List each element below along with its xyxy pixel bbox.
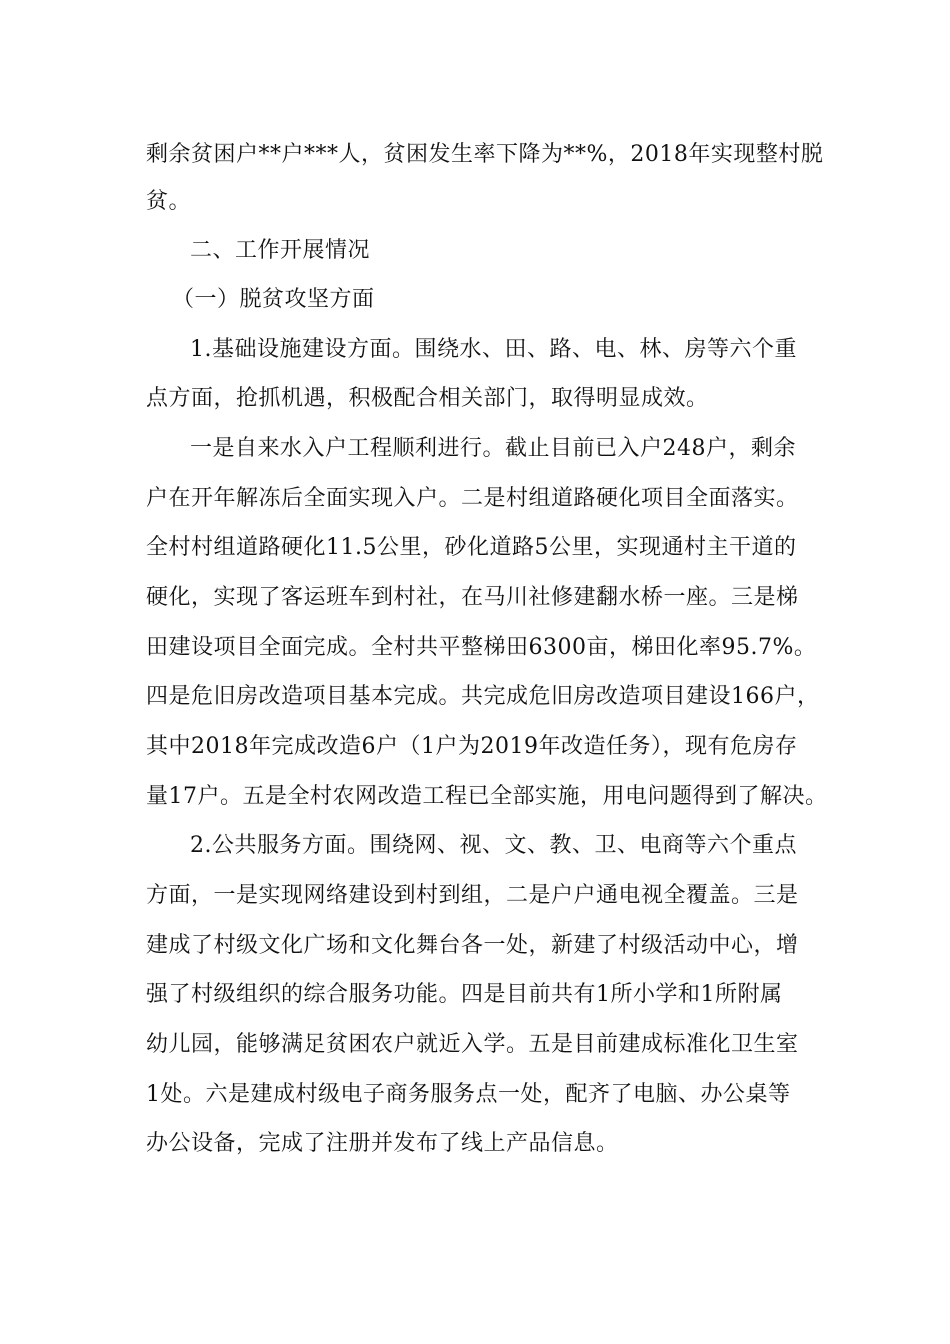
paragraph-line: 幼儿园，能够满足贫困农户就近入学。五是目前建成标准化卫生室 xyxy=(146,1032,799,1057)
paragraph-line: 户在开年解冻后全面实现入户。二是村组道路硬化项目全面落实。 xyxy=(146,486,799,511)
paragraph-line: 全村村组道路硬化11.5公里，砂化道路5公里，实现通村主干道的 xyxy=(146,535,797,560)
paragraph-line: 剩余贫困户**户***人，贫困发生率下降为**%，2018年实现整村脱 xyxy=(146,142,824,167)
paragraph-line: 办公设备，完成了注册并发布了线上产品信息。 xyxy=(146,1131,619,1156)
paragraph-line: 强了村级组织的综合服务功能。四是目前共有1所小学和1所附属 xyxy=(146,982,783,1007)
paragraph-line: 建成了村级文化广场和文化舞台各一处，新建了村级活动中心，增 xyxy=(146,933,799,958)
paragraph-line: 1.基础设施建设方面。围绕水、田、路、电、林、房等六个重 xyxy=(190,337,797,362)
paragraph-line: 2.公共服务方面。围绕网、视、文、教、卫、电商等六个重点 xyxy=(190,833,797,858)
paragraph-line: 方面，一是实现网络建设到村到组，二是户户通电视全覆盖。三是 xyxy=(146,883,799,908)
subsection-heading: （一）脱贫攻坚方面 xyxy=(172,287,375,312)
paragraph-line: 一是自来水入户工程顺利进行。截止目前已入户248户，剩余 xyxy=(190,436,796,461)
paragraph-line: 硬化，实现了客运班车到村社，在马川社修建翻水桥一座。三是梯 xyxy=(146,585,799,610)
paragraph-line: 田建设项目全面完成。全村共平整梯田6300亩，梯田化率95.7%。 xyxy=(146,635,817,660)
paragraph-line: 贫。 xyxy=(146,189,192,214)
paragraph-line: 1处。六是建成村级电子商务服务点一处，配齐了电脑、办公桌等 xyxy=(146,1082,791,1107)
paragraph-line: 点方面，抢抓机遇，积极配合相关部门，取得明显成效。 xyxy=(146,386,709,411)
paragraph-line: 其中2018年完成改造6户（1户为2019年改造任务），现有危房存 xyxy=(146,734,798,759)
paragraph-line: 量17户。五是全村农网改造工程已全部实施，用电问题得到了解决。 xyxy=(146,784,828,809)
paragraph-line: 四是危旧房改造项目基本完成。共完成危旧房改造项目建设166户， xyxy=(146,684,820,709)
section-heading: 二、工作开展情况 xyxy=(190,238,371,263)
